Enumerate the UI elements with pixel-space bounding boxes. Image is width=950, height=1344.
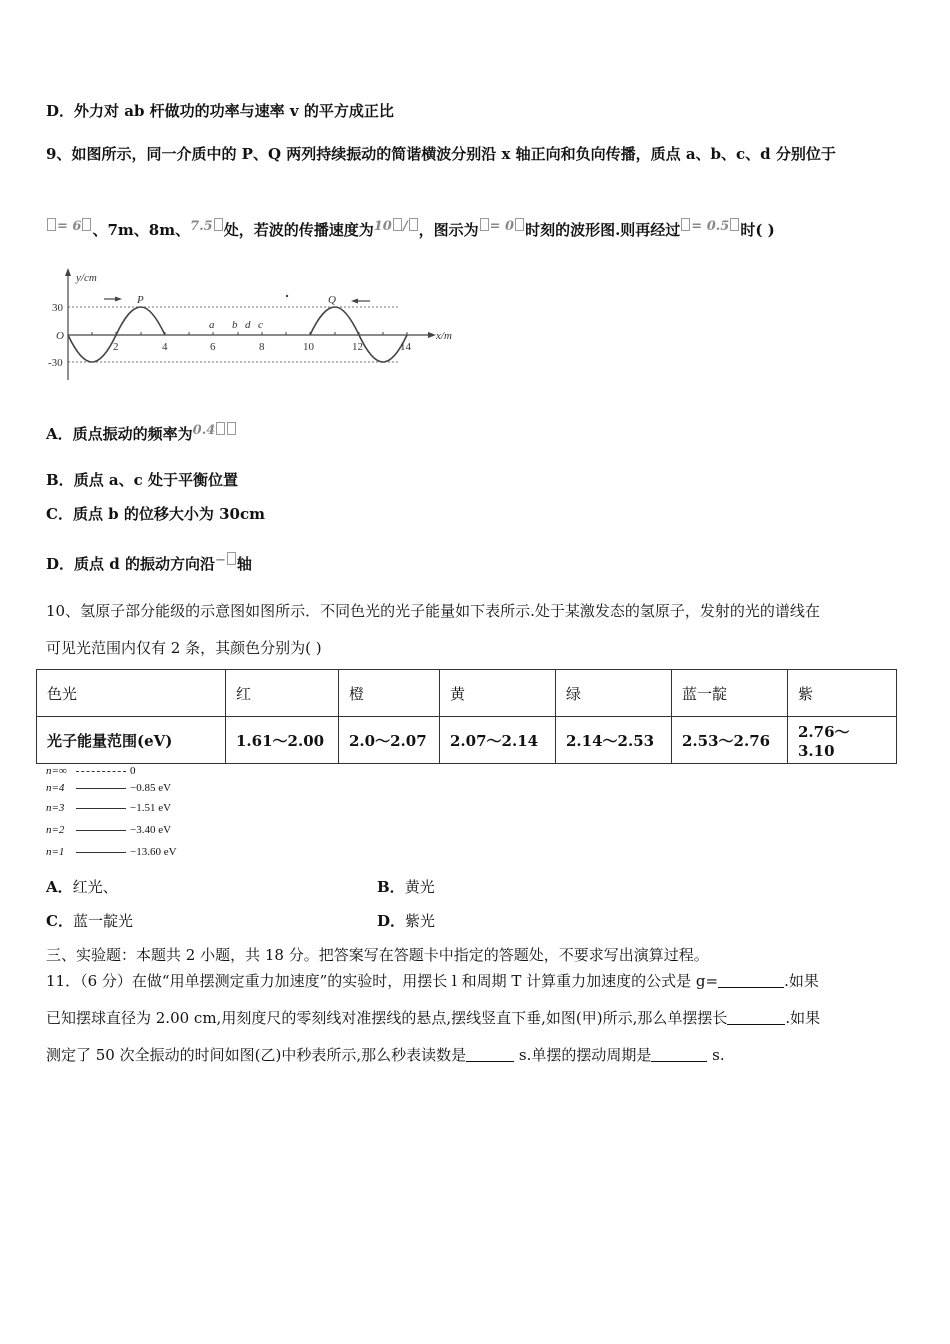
- q11-line2: [46, 1008, 820, 1028]
- point-d: d: [245, 319, 251, 331]
- origin-label: O: [56, 330, 64, 342]
- text-segment: 11．（6 分）在做“用单摆测定重力加速度”的实验时，用摆长 l 和周期 T 计算重力加速度的公式是 g=: [46, 972, 719, 990]
- answer-blank-g[interactable]: [718, 987, 784, 988]
- formula-slash: /: [402, 219, 408, 234]
- q9-option-d: [46, 551, 252, 574]
- q8-option-d: [46, 101, 394, 121]
- table-cell: 蓝一靛: [672, 670, 788, 717]
- option-label: D．: [46, 102, 75, 120]
- missing-glyph-icon: [227, 552, 236, 565]
- missing-glyph-icon: [393, 218, 402, 231]
- answer-blank-stopwatch[interactable]: [466, 1061, 514, 1062]
- formula-t0: = 0: [489, 219, 515, 234]
- svg-text:14: 14: [400, 341, 411, 353]
- formula-dt: = 0.5: [691, 219, 730, 234]
- q10-option-b: [377, 877, 435, 897]
- level-energy: 0: [130, 765, 136, 777]
- level-n: n=∞: [46, 765, 67, 777]
- missing-glyph-icon: [681, 218, 690, 231]
- point-c: c: [258, 319, 263, 331]
- table-cell: 2.76～3.10: [788, 717, 897, 764]
- missing-glyph-icon: [730, 218, 739, 231]
- section-heading: 三、实验题：本题共 2 小题，共 18 分。把答案写在答题卡中指定的答题处，不要求写出演算过程。: [46, 946, 709, 964]
- energy-level: [46, 779, 177, 798]
- svg-text:6: 6: [210, 341, 216, 353]
- text-segment: s.: [707, 1046, 725, 1064]
- option-suffix: 轴: [236, 555, 252, 573]
- missing-glyph-icon: [515, 218, 524, 231]
- y-axis-label: y/cm: [76, 272, 97, 284]
- text-segment: 测定了 50 次全振动的时间如图(乙)中秒表所示,那么秒表读数是: [46, 1046, 467, 1064]
- photon-energy-table: [36, 669, 897, 764]
- svg-text:2: 2: [113, 341, 119, 353]
- option-text: 黄光: [404, 878, 435, 896]
- option-text: 质点振动的频率为: [72, 425, 193, 443]
- text-segment: 已知摆球直径为 2.00 cm,用刻度尺的零刻线对准摆线的悬点,摆线竖直下垂,如图(甲)所示,那么单摆摆长: [46, 1009, 728, 1027]
- table-cell: 黄: [440, 670, 556, 717]
- text-segment: .如果: [785, 1009, 821, 1027]
- level-n: n=1: [46, 846, 65, 858]
- level-n: n=3: [46, 802, 65, 814]
- svg-text:10: 10: [303, 341, 314, 353]
- point-b: b: [232, 319, 238, 331]
- y-tick-30: 30: [52, 302, 63, 314]
- svg-text:12: 12: [352, 341, 363, 353]
- option-label: D．: [377, 912, 406, 930]
- q9-line1: [46, 144, 836, 164]
- text-segment: s.单摆的摆动周期是: [514, 1046, 652, 1064]
- option-text: 质点 a、c 处于平衡位置: [73, 471, 238, 489]
- table-row: [37, 717, 897, 764]
- text-segment: 处，若波的传播速度为: [223, 221, 374, 239]
- option-label: D．: [46, 555, 75, 573]
- energy-level: [46, 798, 177, 819]
- q10-option-c: [46, 911, 133, 931]
- text-segment: 时刻的波形图.则再经过: [525, 221, 681, 239]
- table-cell: 红: [226, 670, 339, 717]
- formula-7-5: 7.5: [190, 219, 213, 234]
- q10-option-a: [46, 877, 118, 897]
- option-text: 外力对 ab 杆做功的功率与速率 v 的平方成正比: [74, 102, 394, 120]
- table-header-row: [37, 670, 897, 717]
- option-label: A．: [46, 878, 73, 896]
- table-cell: 橙: [339, 670, 440, 717]
- level-n: n=2: [46, 824, 65, 836]
- formula-speed: 10: [373, 219, 392, 234]
- q11-line3: [46, 1045, 725, 1065]
- question-text: 如图所示，同一介质中的 P、Q 两列持续振动的简谐横波分别沿 x 轴正向和负向传播，质点 a、b、c、d 分别位于: [71, 145, 836, 163]
- energy-level: [46, 841, 177, 863]
- point-a: a: [209, 319, 215, 331]
- svg-text:4: 4: [162, 341, 168, 353]
- option-label: B．: [46, 471, 74, 489]
- y-tick-neg30: -30: [48, 357, 63, 369]
- q10-option-d: [377, 911, 435, 931]
- formula-minus: −: [214, 553, 226, 568]
- label-p: P: [137, 294, 144, 306]
- level-line: [76, 788, 126, 789]
- q10-line2: 可见光范围内仅有 2 条，其颜色分别为( ): [46, 639, 322, 657]
- energy-level: [46, 819, 177, 841]
- level-line: [76, 771, 126, 772]
- missing-glyph-icon: [216, 422, 225, 435]
- q9-option-b: [46, 470, 238, 490]
- table-cell: 色光: [37, 670, 226, 717]
- table-cell: 2.07～2.14: [440, 717, 556, 764]
- level-line: [76, 808, 126, 809]
- text-segment: 、7m、8m、: [92, 221, 191, 239]
- option-text: 质点 d 的振动方向沿: [74, 555, 215, 573]
- label-q: Q: [328, 294, 336, 306]
- option-label: C．: [46, 505, 73, 523]
- table-cell: 2.0～2.07: [339, 717, 440, 764]
- text-segment: .如果: [784, 972, 819, 990]
- option-label: C．: [46, 912, 73, 930]
- text-segment: 时( ): [740, 221, 775, 239]
- table-cell: 绿: [556, 670, 672, 717]
- level-n: n=4: [46, 782, 65, 794]
- answer-blank-period[interactable]: [651, 1061, 707, 1062]
- text-segment: ，图示为: [418, 221, 479, 239]
- missing-glyph-icon: [214, 218, 223, 231]
- arrow-right-icon: [115, 297, 122, 302]
- answer-blank-length[interactable]: [727, 1024, 785, 1025]
- q10-line1: 10、氢原子部分能级的示意图如图所示．不同色光的光子能量如下表所示.处于某激发态的氢原子，发射的光的谱线在: [46, 602, 820, 620]
- energy-level: [46, 764, 177, 779]
- arrow-left-icon: [351, 299, 358, 304]
- option-label: A．: [46, 425, 73, 443]
- option-text: 蓝一靛光: [72, 912, 133, 930]
- q11-line1: [46, 971, 819, 991]
- missing-glyph-icon: [47, 218, 56, 231]
- q9-option-a: [46, 421, 237, 444]
- wave-figure: [40, 265, 470, 385]
- table-cell: 2.53～2.76: [672, 717, 788, 764]
- table-cell: 2.14～2.53: [556, 717, 672, 764]
- x-axis-label: x/m: [436, 330, 452, 342]
- option-text: 紫光: [405, 912, 436, 930]
- q9-line2: [46, 217, 775, 240]
- option-label: B．: [377, 878, 405, 896]
- option-text: 质点 b 的位移大小为 30cm: [72, 505, 265, 523]
- svg-text:8: 8: [259, 341, 265, 353]
- missing-glyph-icon: [409, 218, 418, 231]
- formula-frequency: 0.4: [192, 423, 216, 438]
- level-line: [76, 830, 126, 831]
- table-cell: 1.61～2.00: [226, 717, 339, 764]
- q9-option-c: [46, 504, 265, 524]
- level-energy: −0.85 eV: [130, 782, 172, 794]
- missing-glyph-icon: [480, 218, 489, 231]
- level-energy: −3.40 eV: [130, 824, 172, 836]
- table-cell: 紫: [788, 670, 897, 717]
- level-line: [76, 852, 126, 853]
- table-cell: 光子能量范围(eV): [37, 717, 226, 764]
- missing-glyph-icon: [82, 218, 91, 231]
- level-energy: −1.51 eV: [130, 802, 172, 814]
- option-text: 红光、: [72, 878, 118, 896]
- question-number: 9、: [46, 145, 72, 163]
- energy-level-diagram: [46, 764, 177, 863]
- formula-x: = 6: [57, 219, 82, 234]
- missing-glyph-icon: [227, 422, 236, 435]
- level-energy: −13.60 eV: [130, 846, 177, 858]
